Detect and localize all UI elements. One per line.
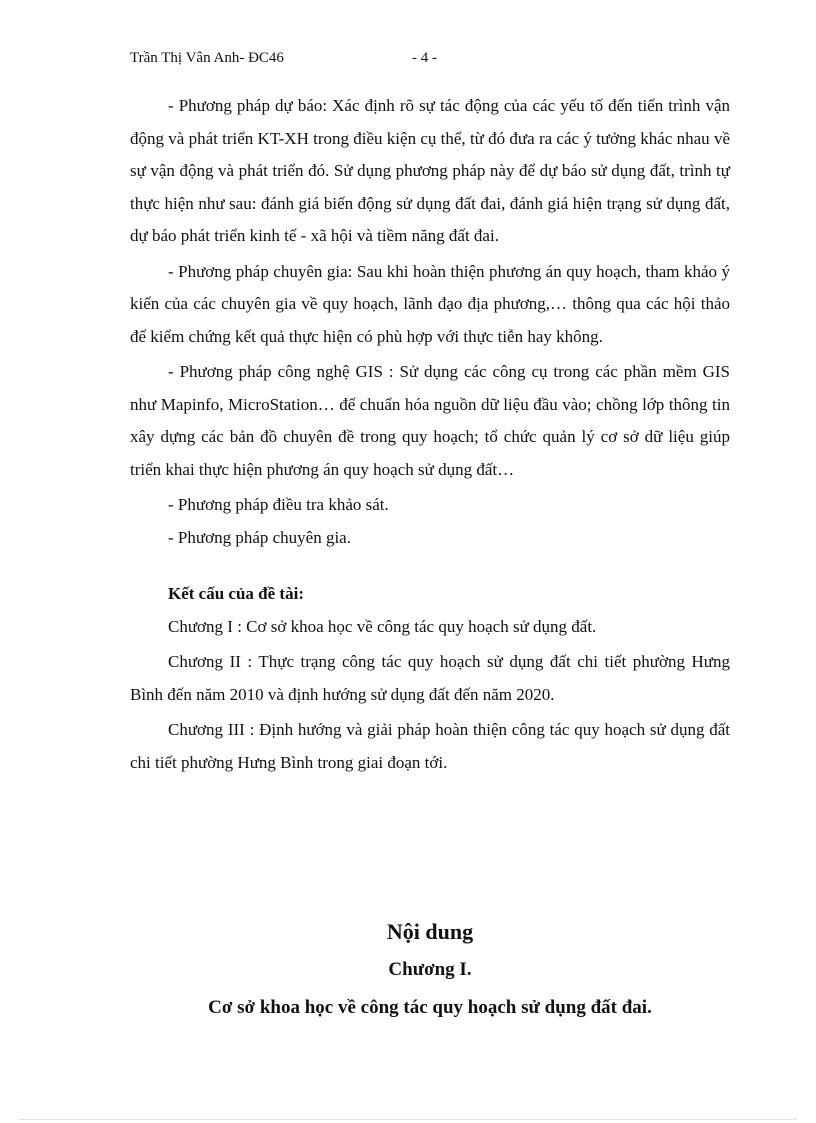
section-headings — [130, 912, 730, 1028]
section-main-title: Nội dung — [386, 919, 474, 944]
page-number: - 4 - — [412, 50, 437, 66]
structure-heading: Kết cấu của đề tài: — [168, 584, 304, 603]
structure-chapter-1: Chương I : Cơ sở khoa học về công tác quy hoạch sử dụng đất. — [168, 616, 597, 636]
chapter-title: Cơ sở khoa học về công tác quy hoạch sử dụng đất đai. — [208, 997, 652, 1018]
method-forecast-paragraph: - Phương pháp dự báo: Xác định rõ sự tác động của các yếu tố đến tiến trình vận động và phát triển KT-XH trong điều kiện cụ thể, từ đó đưa ra các ý tưởng khác nhau về sự vận động và phát triển đó. Sử dụng phương pháp này để dự báo sử dụng đất, trình tự thực hiện như sau: đánh giá biến động sử dụng đất đai, đánh giá hiện trạng sử dụng đất, dự báo phát triển kinh tế - xã hội và tiềm năng đất đai. — [130, 96, 730, 245]
structure-chapter-2: Chương II : Thực trạng công tác quy hoạch sử dụng đất chi tiết phường Hưng Bình đến năm 2010 và định hướng sử dụng đất đến năm 2020. — [130, 652, 730, 704]
page-header — [130, 50, 730, 70]
method-gis-paragraph: - Phương pháp công nghệ GIS : Sử dụng các công cụ trong các phần mềm GIS như Mapinfo, MicroStation… để chuẩn hóa nguồn dữ liệu đầu vào; chồng lớp thông tin xây dựng các bản đồ chuyên đề trong quy hoạch; tổ chức quản lý cơ sở dữ liệu giúp triển khai thực hiện phương án quy hoạch sử dụng đất… — [130, 362, 730, 479]
chapter-label: Chương I. — [388, 959, 472, 980]
page-bottom-rule — [20, 1119, 796, 1120]
method-expert-paragraph: - Phương pháp chuyên gia: Sau khi hoàn thiện phương án quy hoạch, tham khảo ý kiến của các chuyên gia về quy hoạch, lãnh đạo địa phương,… thông qua các hội thảo để kiểm chứng kết quả thực hiện có phù hợp với thực tiễn hay không. — [130, 261, 730, 346]
author-name: Trần Thị Vân Anh- ĐC46 — [130, 50, 284, 66]
structure-chapter-3: Chương III : Định hướng và giải pháp hoàn thiện công tác quy hoạch sử dụng đất chi tiết phường Hưng Bình trong giai đoạn tới. — [130, 720, 730, 772]
method-survey-item: - Phương pháp điều tra khảo sát. — [168, 495, 389, 514]
body-content — [130, 90, 730, 782]
spacer — [130, 554, 730, 578]
method-expert-item: - Phương pháp chuyên gia. — [168, 527, 351, 547]
